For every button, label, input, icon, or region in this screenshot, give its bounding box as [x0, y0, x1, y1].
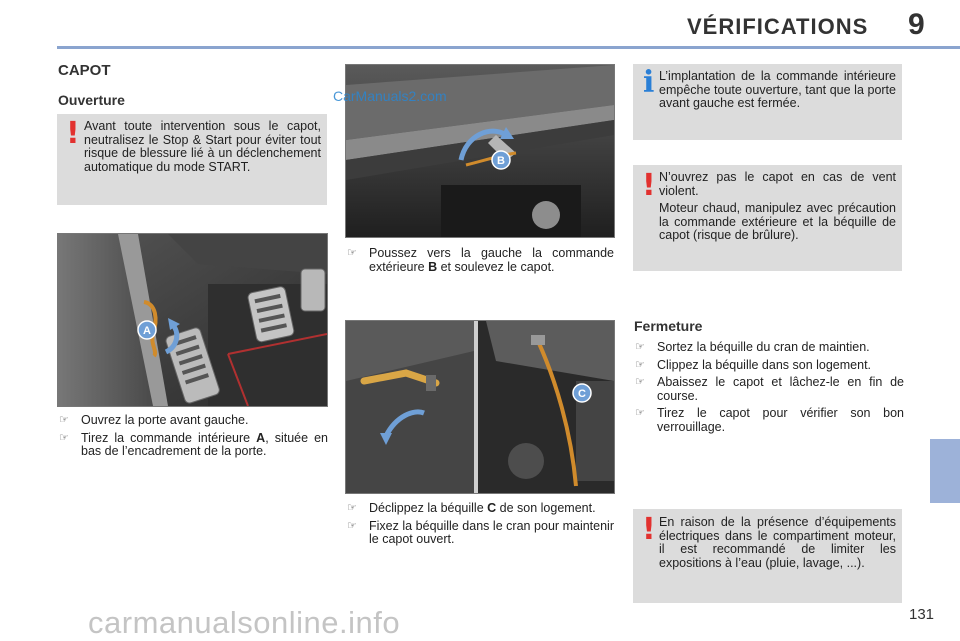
page-number: 131 — [909, 606, 935, 623]
step-pull-interior-release — [58, 432, 328, 459]
step-text: Abaissez le capot et lâchez-le en fin de course. — [657, 375, 904, 403]
section-title: CAPOT — [58, 62, 111, 79]
figure-label-c: C — [578, 388, 586, 400]
warning-wind-line1: N’ouvrez pas le capot en cas de vent violent. — [659, 170, 896, 198]
warning-icon: ! — [642, 512, 656, 547]
step-text: de son logement. — [496, 501, 596, 515]
step-open-door — [58, 414, 328, 428]
bullet-hand-icon: ☞ — [347, 519, 357, 532]
steps-list-middle-bottom — [346, 502, 614, 551]
figure-label-b: B — [497, 155, 505, 167]
header-divider — [57, 46, 960, 49]
step-fix-prop — [346, 520, 614, 547]
info-box-door-closed — [633, 64, 902, 140]
step-text: Déclippez la béquille — [369, 501, 488, 515]
warning-wind-line2: Moteur chaud, manipulez avec précaution la commande extérieure et la béquille de capot (risque de brûlure). — [659, 201, 896, 242]
bullet-hand-icon: ☞ — [59, 414, 69, 426]
step-unclip-prop — [346, 502, 614, 516]
step-text: Sortez la béquille du cran de maintien. — [657, 340, 870, 354]
step-text-bold: A — [256, 430, 266, 445]
step-text: Tirez le capot pour vérifier son bon verrouillage. — [657, 406, 904, 434]
steps-list-left — [58, 414, 328, 463]
bullet-hand-icon: ☞ — [635, 341, 645, 353]
figure-label-a: A — [143, 325, 151, 337]
step-text-bold: C — [487, 501, 497, 515]
closing-subtitle: Fermeture — [634, 318, 703, 334]
watermark-carmanuals2: CarManuals2.com — [333, 88, 447, 104]
bullet-hand-icon: ☞ — [347, 502, 357, 514]
photo-prop-rod-c — [345, 320, 615, 494]
warning-water-text: En raison de la présence d’équipements électriques dans le compartiment moteur, il est recommandé de limiter les expositions à l’eau (pluie, lavage, ...). — [659, 515, 896, 570]
chapter-number: 9 — [908, 8, 925, 41]
step-text: Poussez vers la gauche la commande extérieure — [369, 246, 614, 274]
page-header-title: VÉRIFICATIONS — [687, 14, 869, 39]
closing-step — [634, 376, 904, 403]
warning-text: Avant toute intervention sous le capot, neutralisez le Stop & Start pour éviter tout risque de blessure lié à un déclenchement automatique du mode START. — [84, 119, 321, 174]
photo-interior-release-a — [57, 233, 328, 407]
step-push-exterior-release — [346, 247, 614, 274]
step-text-bold: B — [428, 259, 438, 274]
info-text: L’implantation de la commande intérieure empêche toute ouverture, tant que la porte avant gauche est fermée. — [659, 69, 896, 110]
steps-list-middle-top — [346, 247, 614, 278]
closing-step — [634, 407, 904, 434]
warning-box-water — [633, 509, 902, 603]
photo-interior-illustration — [58, 234, 327, 406]
info-icon: i — [643, 65, 655, 100]
step-text: Ouvrez la porte avant gauche. — [81, 413, 249, 427]
photo-prop-rod-illustration — [346, 321, 614, 493]
step-text: et soulevez le capot. — [437, 259, 555, 274]
bullet-hand-icon: ☞ — [635, 376, 645, 388]
closing-step — [634, 359, 904, 373]
warning-icon: ! — [66, 116, 80, 151]
watermark-carmanualsonline: carmanualsonline.info — [88, 605, 401, 640]
opening-subtitle: Ouverture — [58, 92, 125, 108]
warning-box-wind — [633, 165, 902, 271]
chapter-side-tab — [930, 439, 960, 503]
bullet-hand-icon: ☞ — [347, 247, 357, 259]
warning-icon: ! — [642, 168, 656, 203]
bullet-hand-icon: ☞ — [635, 358, 645, 371]
bullet-hand-icon: ☞ — [59, 431, 69, 444]
warning-box-stop-start — [57, 114, 327, 205]
step-text: Tirez la commande intérieure — [81, 430, 257, 445]
bullet-hand-icon: ☞ — [635, 407, 645, 419]
step-text: Clippez la béquille dans son logement. — [657, 357, 872, 372]
closing-steps-list — [634, 341, 904, 438]
step-text: Fixez la béquille dans le cran pour maintenir le capot ouvert. — [369, 518, 614, 546]
step-text: , située en bas de l’encadrement de la porte. — [81, 430, 328, 458]
closing-step — [634, 341, 904, 355]
warning-wind-text — [659, 171, 896, 243]
